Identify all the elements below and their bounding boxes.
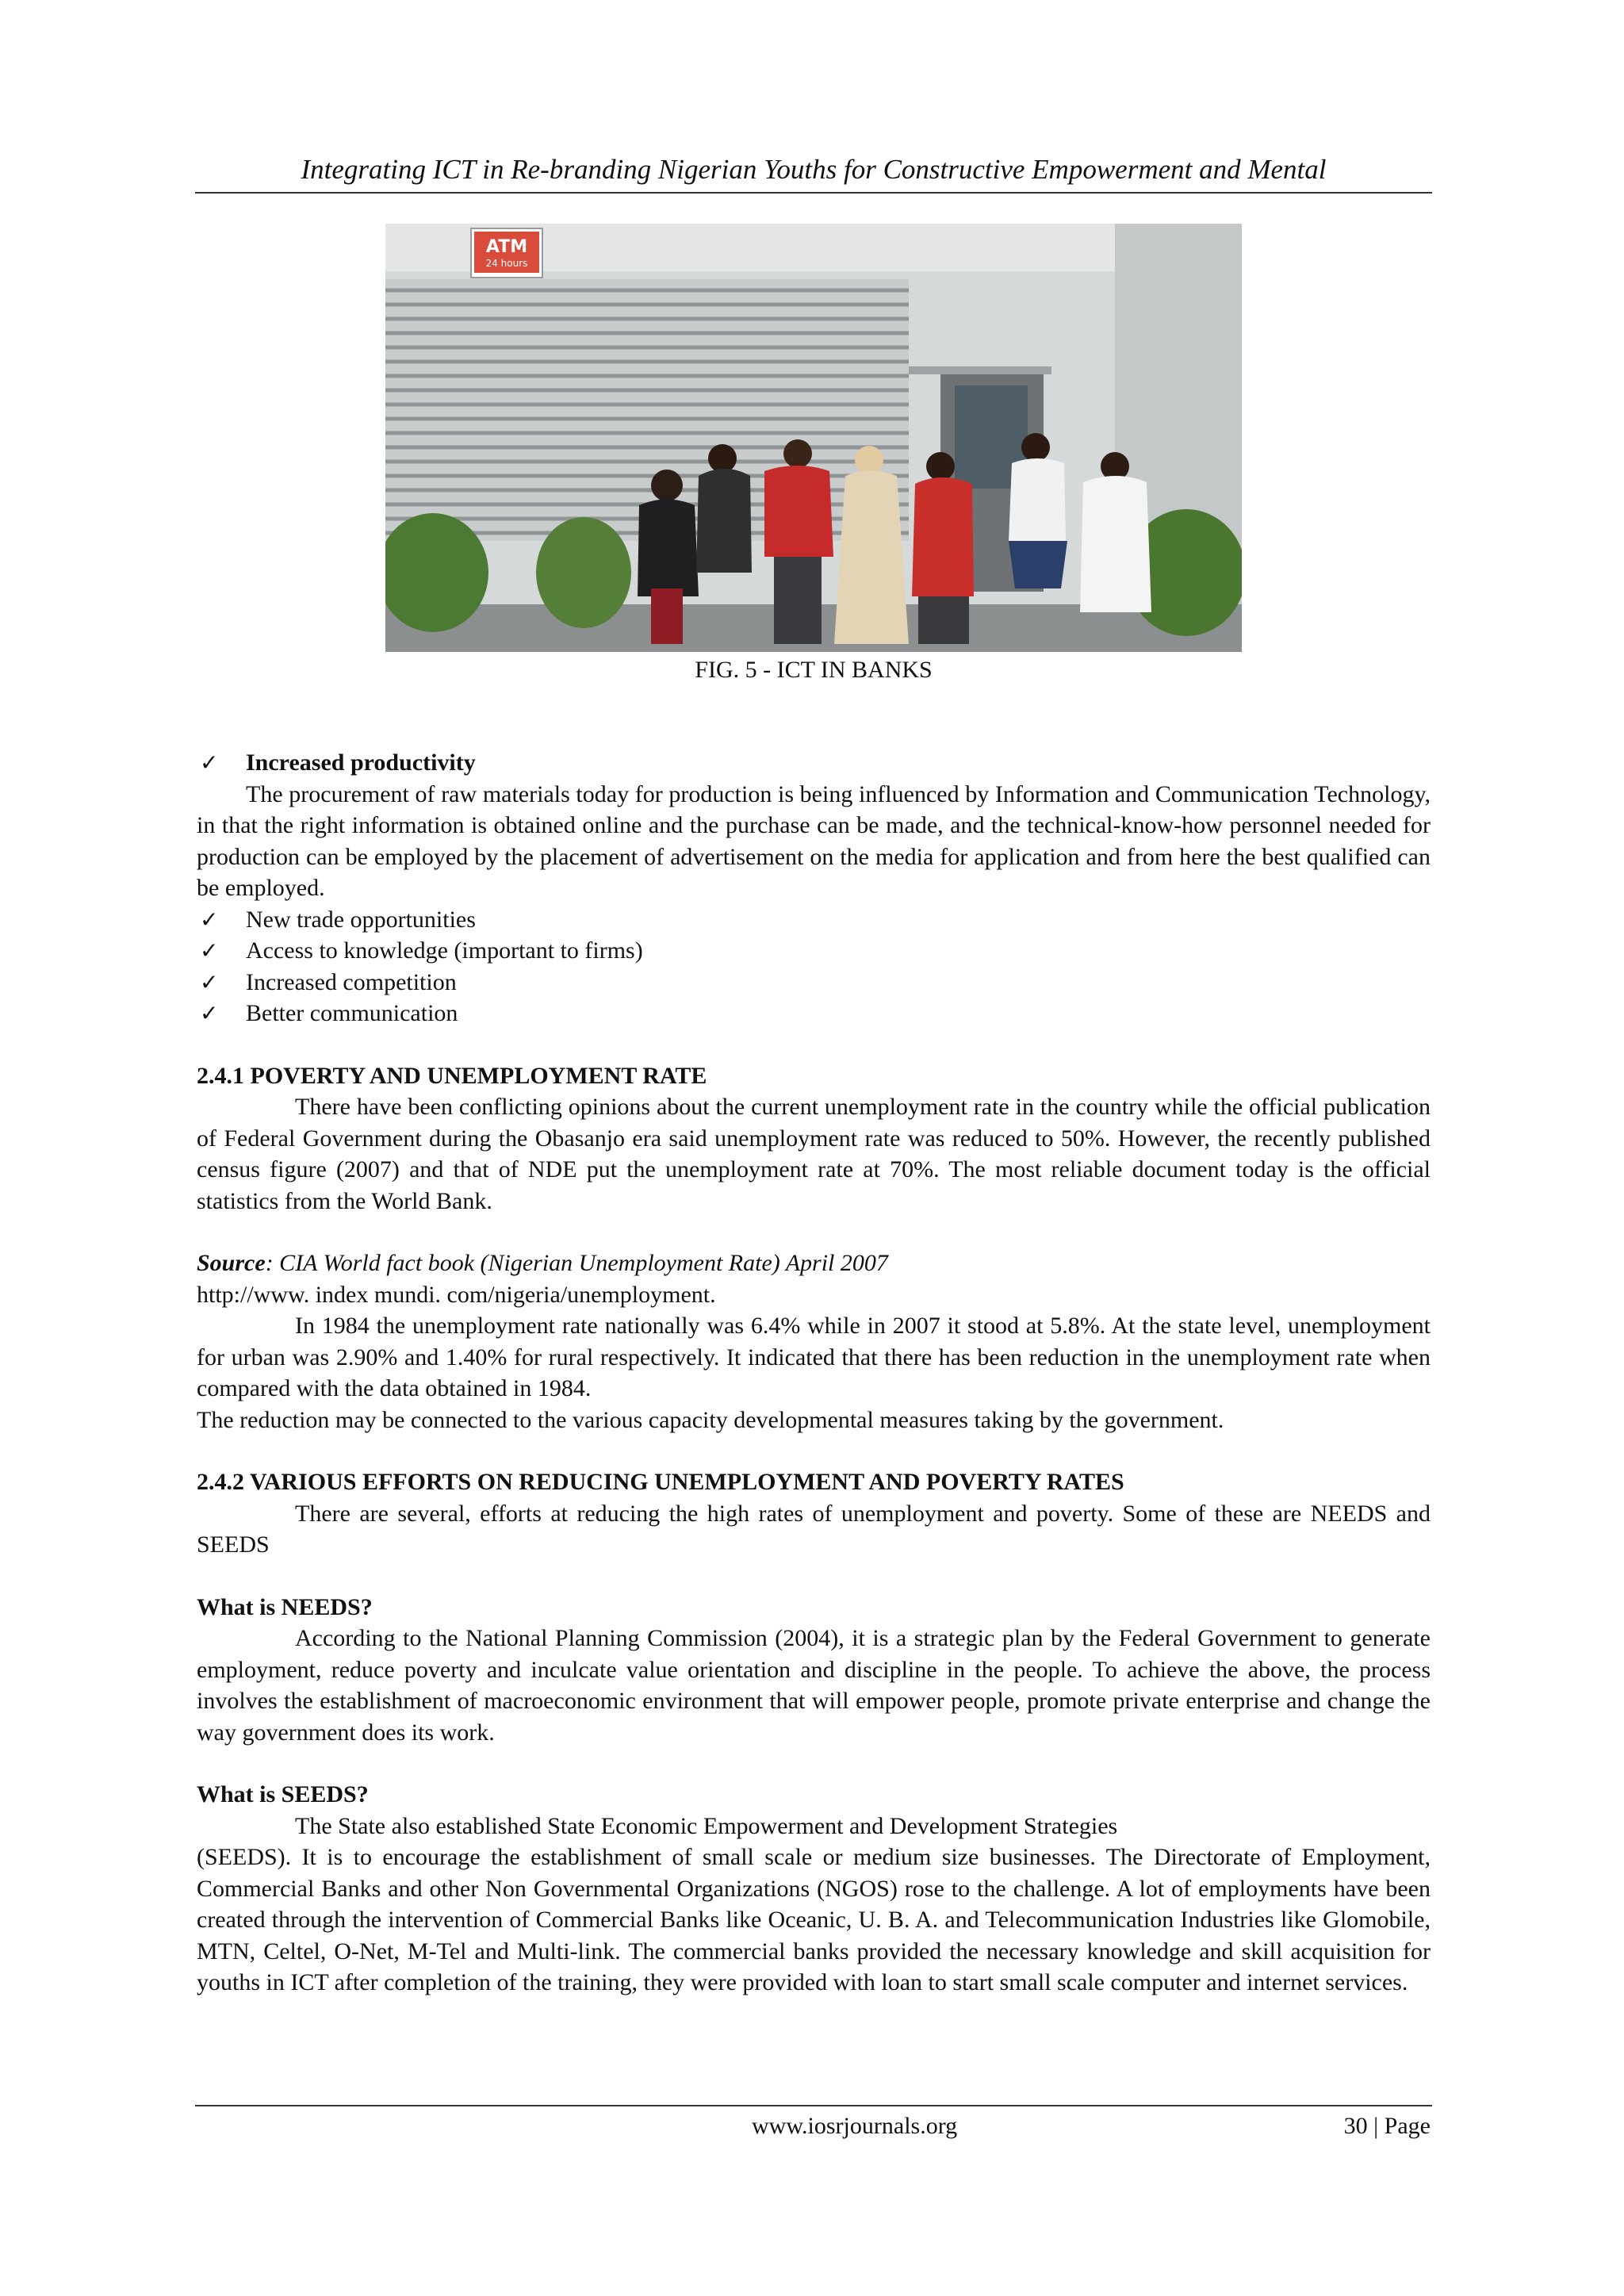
list-item — [197, 904, 1431, 936]
source-url: http://www. index mundi. com/nigeria/unemployment. — [197, 1281, 716, 1308]
paragraph-seeds: (SEEDS). It is to encourage the establishment of small scale or medium size businesses. The Directorate of Employment, Commercial Banks and other Non Governmental Organizations (NGOS) rose to the challenge. A lot of employments have been created through the intervention of Commercial Banks like Oceanic, U. B. A. and Telecommunication Industries like Glomobile, MTN, Celtel, O-Net, M-Tel and Multi-link. The commercial banks provided the necessary knowledge and skill acquisition for youths in ICT after completion of the training, they were provided with loan to start small scale computer and internet services. — [197, 1844, 1431, 1995]
figure-caption: FIG. 5 - ICT IN BANKS — [695, 657, 933, 683]
paragraph-productivity: The procurement of raw materials today for production is being influenced by Information and Communication Technology, in that the right information is obtained online and the purchase can be made, and the technical-know-how personnel needed for production can be employed by the placement of advertisement on the media for application and from here the best qualified can be employed. — [197, 780, 1431, 901]
section-heading-productivity: Increased productivity — [246, 749, 476, 776]
bullet-text: Better communication — [246, 1000, 458, 1026]
check-mark-icon: ✓ — [200, 749, 219, 776]
source-text: : CIA World fact book (Nigerian Unemployment Rate) April 2007 — [265, 1250, 888, 1276]
list-item — [197, 935, 1431, 967]
atm-sign-icon — [471, 228, 542, 278]
header-rule — [195, 192, 1432, 194]
paragraph-242: There are several, efforts at reducing the high rates of unemployment and poverty. Some of these are NEEDS and SEEDS — [197, 1500, 1431, 1558]
paragraph-241-3: The reduction may be connected to the various capacity developmental measures taking by the government. — [197, 1406, 1224, 1433]
section-heading-242: 2.4.2 VARIOUS EFFORTS ON REDUCING UNEMPLOYMENT AND POVERTY RATES — [197, 1469, 1124, 1495]
paragraph-seeds-line1: The State also established State Economic Empowerment and Development Strategies — [295, 1812, 1118, 1839]
atm-sign-text: ATM — [485, 237, 528, 257]
footer-page-number: 30 | Page — [1343, 2113, 1431, 2139]
section-heading-needs: What is NEEDS? — [197, 1593, 373, 1620]
footer-rule — [195, 2105, 1432, 2106]
check-mark-icon: ✓ — [200, 1000, 219, 1026]
bullet-text: Increased competition — [246, 968, 457, 995]
figure-atm-photo — [385, 224, 1242, 652]
running-header: Integrating ICT in Re-branding Nigerian Youths for Constructive Empowerment and Mental — [301, 154, 1327, 185]
list-item — [197, 967, 1431, 999]
check-mark-icon: ✓ — [200, 906, 219, 933]
footer-url: www.iosrjournals.org — [752, 2113, 958, 2139]
section-heading-seeds: What is SEEDS? — [197, 1781, 369, 1807]
atm-sign-subtext: 24 hours — [485, 258, 528, 269]
source-label: Source — [197, 1250, 266, 1276]
list-item — [197, 998, 1431, 1029]
paragraph-241: There have been conflicting opinions about the current unemployment rate in the country while the official publication of Federal Government during the Obasanjo era said unemployment rate was reduced to 50%. However, the recently published census figure (2007) and that of NDE put the unemployment rate at 70%. The most reliable document today is the official statistics from the World Bank. — [197, 1094, 1431, 1214]
bullet-text: New trade opportunities — [246, 906, 476, 933]
list-item — [197, 747, 1431, 779]
source-citation — [197, 1248, 1431, 1279]
paragraph-needs: According to the National Planning Commission (2004), it is a strategic plan by the Federal Government to generate employment, reduce poverty and inculcate value orientation and discipline in the people. To achieve the above, the process involves the establishment of macroeconomic environment that will empower people, promote private enterprise and change the way government does its work. — [197, 1625, 1431, 1746]
section-heading-241: 2.4.1 POVERTY AND UNEMPLOYMENT RATE — [197, 1062, 707, 1089]
check-mark-icon: ✓ — [200, 968, 219, 995]
check-mark-icon: ✓ — [200, 937, 219, 964]
body-text — [197, 747, 1431, 1999]
bullet-text: Access to knowledge (important to firms) — [246, 937, 643, 964]
paragraph-241-2: In 1984 the unemployment rate nationally was 6.4% while in 2007 it stood at 5.8%. At the state level, unemployment for urban was 2.90% and 1.40% for rural respectively. It indicated that there has been reduction in the unemployment rate when compared with the data obtained in 1984. — [197, 1313, 1431, 1401]
